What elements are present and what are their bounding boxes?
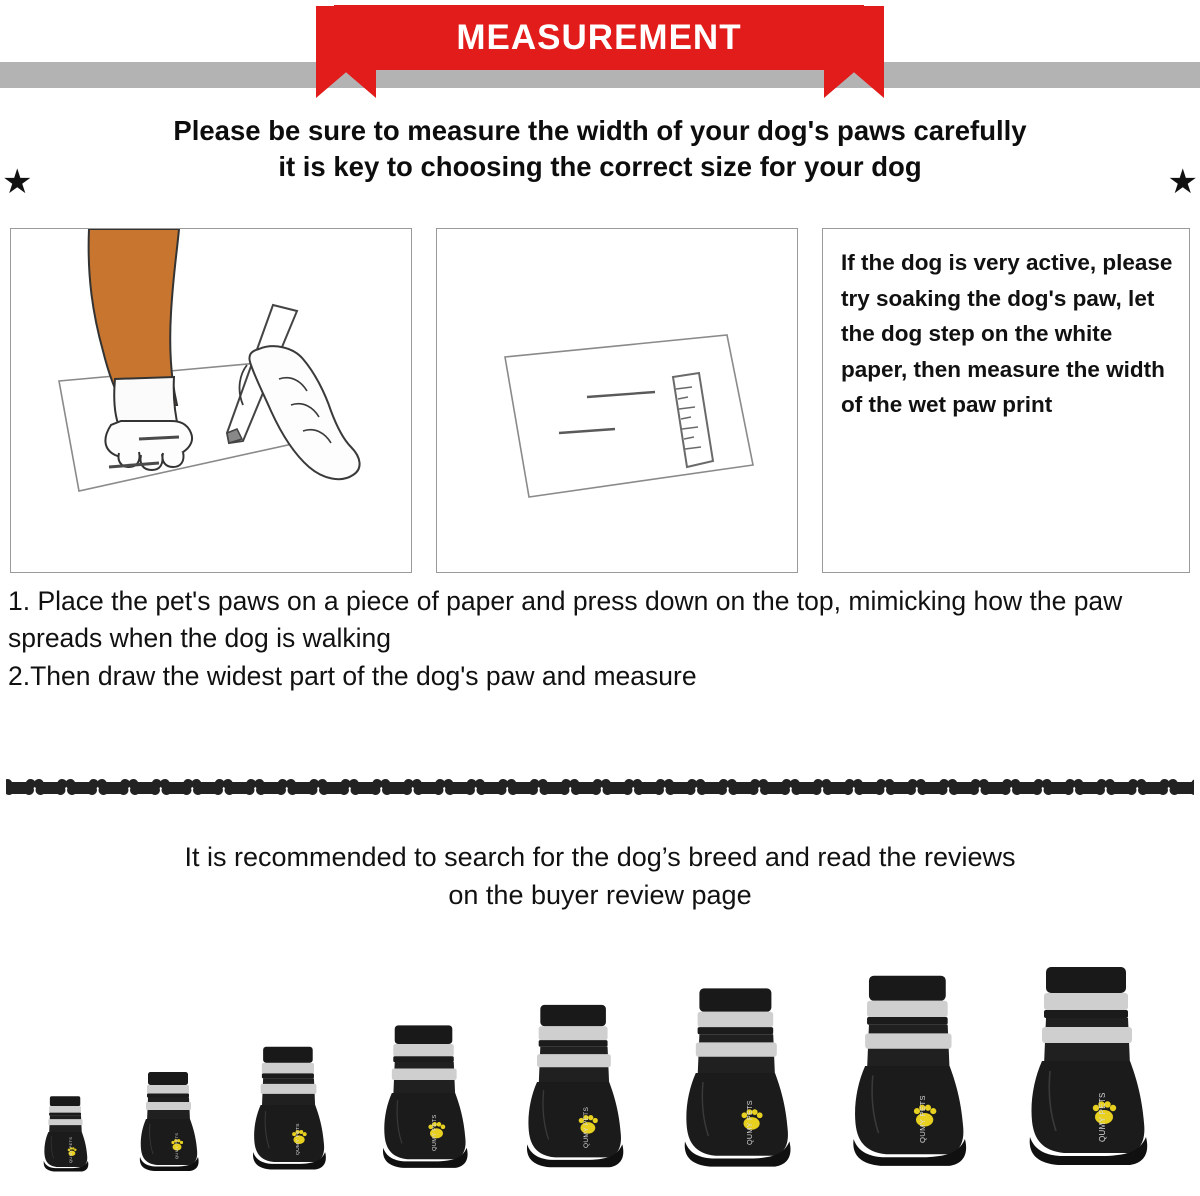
wet-paw-tip-text: If the dog is very active, please try soaking the dog's paw, let the dog step on the white paper, then measure the width of the wet paw print — [841, 250, 1173, 418]
instruction-list — [8, 583, 1194, 697]
ruler-measure-icon — [437, 229, 797, 572]
instruction-step-1: 1. Place the pet's paws on a piece of paper and press down on the top, mimicking how the paw spreads when the dog is walking — [8, 586, 1123, 653]
banner-title: MEASUREMENT — [456, 17, 742, 57]
instruction-step-2: 2.Then draw the widest part of the dog's paw and measure — [8, 661, 697, 692]
measurement-banner — [0, 0, 1200, 100]
dog-boot-icon — [676, 983, 802, 1177]
headline-line-1: Please be sure to measure the width of your dog's paws carefully — [173, 115, 1027, 146]
boot-size-5 — [519, 1000, 634, 1176]
boot-brand-label: QUMY PETS — [744, 1100, 754, 1146]
dog-boot-icon — [519, 1000, 634, 1176]
recommendation-line-2: on the buyer review page — [448, 880, 752, 911]
panel-wet-paw-tip — [822, 228, 1190, 573]
boot-size-2 — [135, 1069, 205, 1177]
boot-size-4 — [376, 1021, 477, 1176]
recommendation-text — [0, 838, 1200, 915]
boot-brand-label: QUMY PETS — [917, 1095, 927, 1143]
dog-boot-icon — [135, 1069, 205, 1177]
bone-divider-icon — [6, 775, 1194, 801]
boot-size-1 — [40, 1094, 93, 1176]
boot-size-8 — [1020, 961, 1160, 1176]
dog-paw-tracing-icon — [11, 229, 411, 572]
recommendation-line-1: It is recommended to search for the dog’s breed and read the reviews — [184, 842, 1016, 872]
boot-size-7 — [844, 970, 978, 1176]
headline — [0, 113, 1200, 186]
boot-brand-label: QUMY PETS — [582, 1106, 590, 1148]
boot-size-6 — [676, 983, 802, 1177]
dog-boot-icon — [376, 1021, 477, 1176]
boot-brand-label: QUMY PETS — [1097, 1091, 1107, 1142]
panel-ruler-measure — [436, 228, 798, 573]
boot-brand-label: QUMY PETS — [67, 1136, 73, 1163]
dog-boot-icon — [844, 970, 978, 1176]
boot-brand-label: QUMY PETS — [432, 1114, 439, 1152]
boot-size-3 — [247, 1043, 334, 1176]
banner-plate — [334, 5, 864, 70]
headline-line-2: it is key to choosing the correct size for your dog — [278, 151, 922, 183]
boot-brand-label: QUMY PETS — [296, 1122, 301, 1155]
boot-brand-label: QUMY PETS — [173, 1132, 179, 1159]
panel-paw-tracing — [10, 228, 412, 573]
illustration-panels — [10, 228, 1190, 571]
dog-boot-icon — [247, 1043, 334, 1176]
dog-boot-icon — [1020, 961, 1160, 1176]
star-right-icon: ★ — [1167, 163, 1198, 201]
dog-boot-icon — [40, 1094, 93, 1176]
star-left-icon: ★ — [2, 163, 33, 201]
boot-size-row — [0, 956, 1200, 1196]
